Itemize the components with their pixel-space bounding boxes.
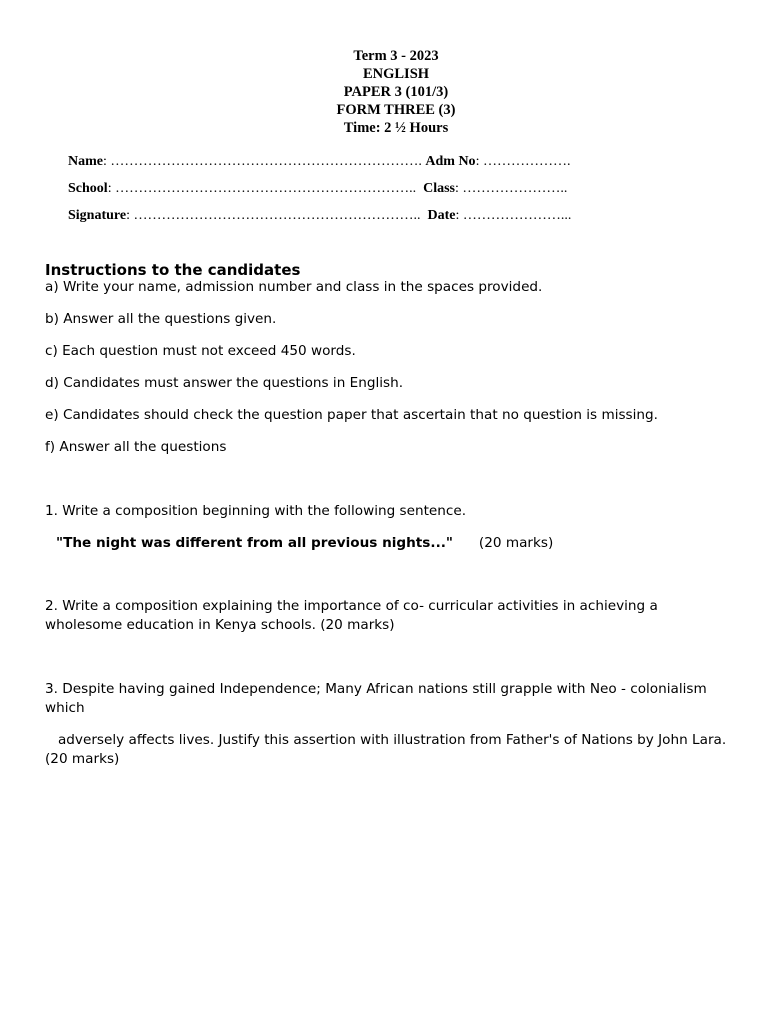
instructions-list (45, 278, 745, 470)
signature-line (68, 207, 748, 234)
question-1-text: 1. Write a composition beginning with the following sentence. (45, 503, 467, 519)
instruction-item: b) Answer all the questions given. (45, 311, 277, 327)
instructions-title: Instructions to the candidates (45, 261, 301, 279)
school-line (68, 180, 748, 207)
name-line (68, 153, 748, 180)
instruction-item: f) Answer all the questions (45, 439, 227, 455)
question-1-marks: (20 marks) (478, 535, 554, 551)
class-label: Class (423, 181, 455, 196)
class-blank[interactable]: : ………………….. (454, 181, 568, 196)
school-blank[interactable]: : ……………………………………………………….. (107, 181, 417, 196)
instruction-item: e) Candidates should check the question paper that ascertain that no question is missing. (45, 407, 658, 423)
date-blank[interactable]: : …………………... (455, 208, 572, 223)
school-label: School (68, 181, 108, 196)
name-blank[interactable]: : …………………………………………………………. (103, 154, 422, 169)
instruction-item: c) Each question must not exceed 450 words. (45, 343, 356, 359)
exam-header (0, 47, 770, 137)
question-1-quote: "The night was different from all previous nights..." (56, 535, 453, 551)
question-1-quote-line (56, 534, 553, 553)
adm-no-label: Adm No (425, 154, 476, 169)
signature-blank[interactable]: : …………………………………………………….. (126, 208, 421, 223)
question-3-text-a: 3. Despite having gained Independence; Many African nations still grapple with Neo - colonialism which (45, 681, 707, 716)
signature-label: Signature (68, 208, 127, 223)
name-label: Name (68, 154, 103, 169)
instruction-item: d) Candidates must answer the questions in English. (45, 375, 404, 391)
exam-subject: ENGLISH (362, 66, 430, 82)
exam-form: FORM THREE (3) (336, 102, 456, 118)
exam-time: Time: 2 ½ Hours (343, 120, 449, 136)
exam-paper: PAPER 3 (101/3) (343, 84, 449, 100)
exam-term: Term 3 - 2023 (353, 48, 439, 64)
question-3-text-b: adversely affects lives. Justify this assertion with illustration from Father's of Nations by John Lara. (20 marks) (45, 732, 735, 767)
date-label: Date (427, 208, 456, 223)
question-2-text: 2. Write a composition explaining the importance of co- curricular activities in achieving a wholesome education in Kenya schools. (20 marks) (45, 598, 658, 633)
candidate-details (68, 153, 748, 234)
instruction-item: a) Write your name, admission number and class in the spaces provided. (45, 279, 543, 295)
adm-no-blank[interactable]: : ………………. (475, 154, 571, 169)
